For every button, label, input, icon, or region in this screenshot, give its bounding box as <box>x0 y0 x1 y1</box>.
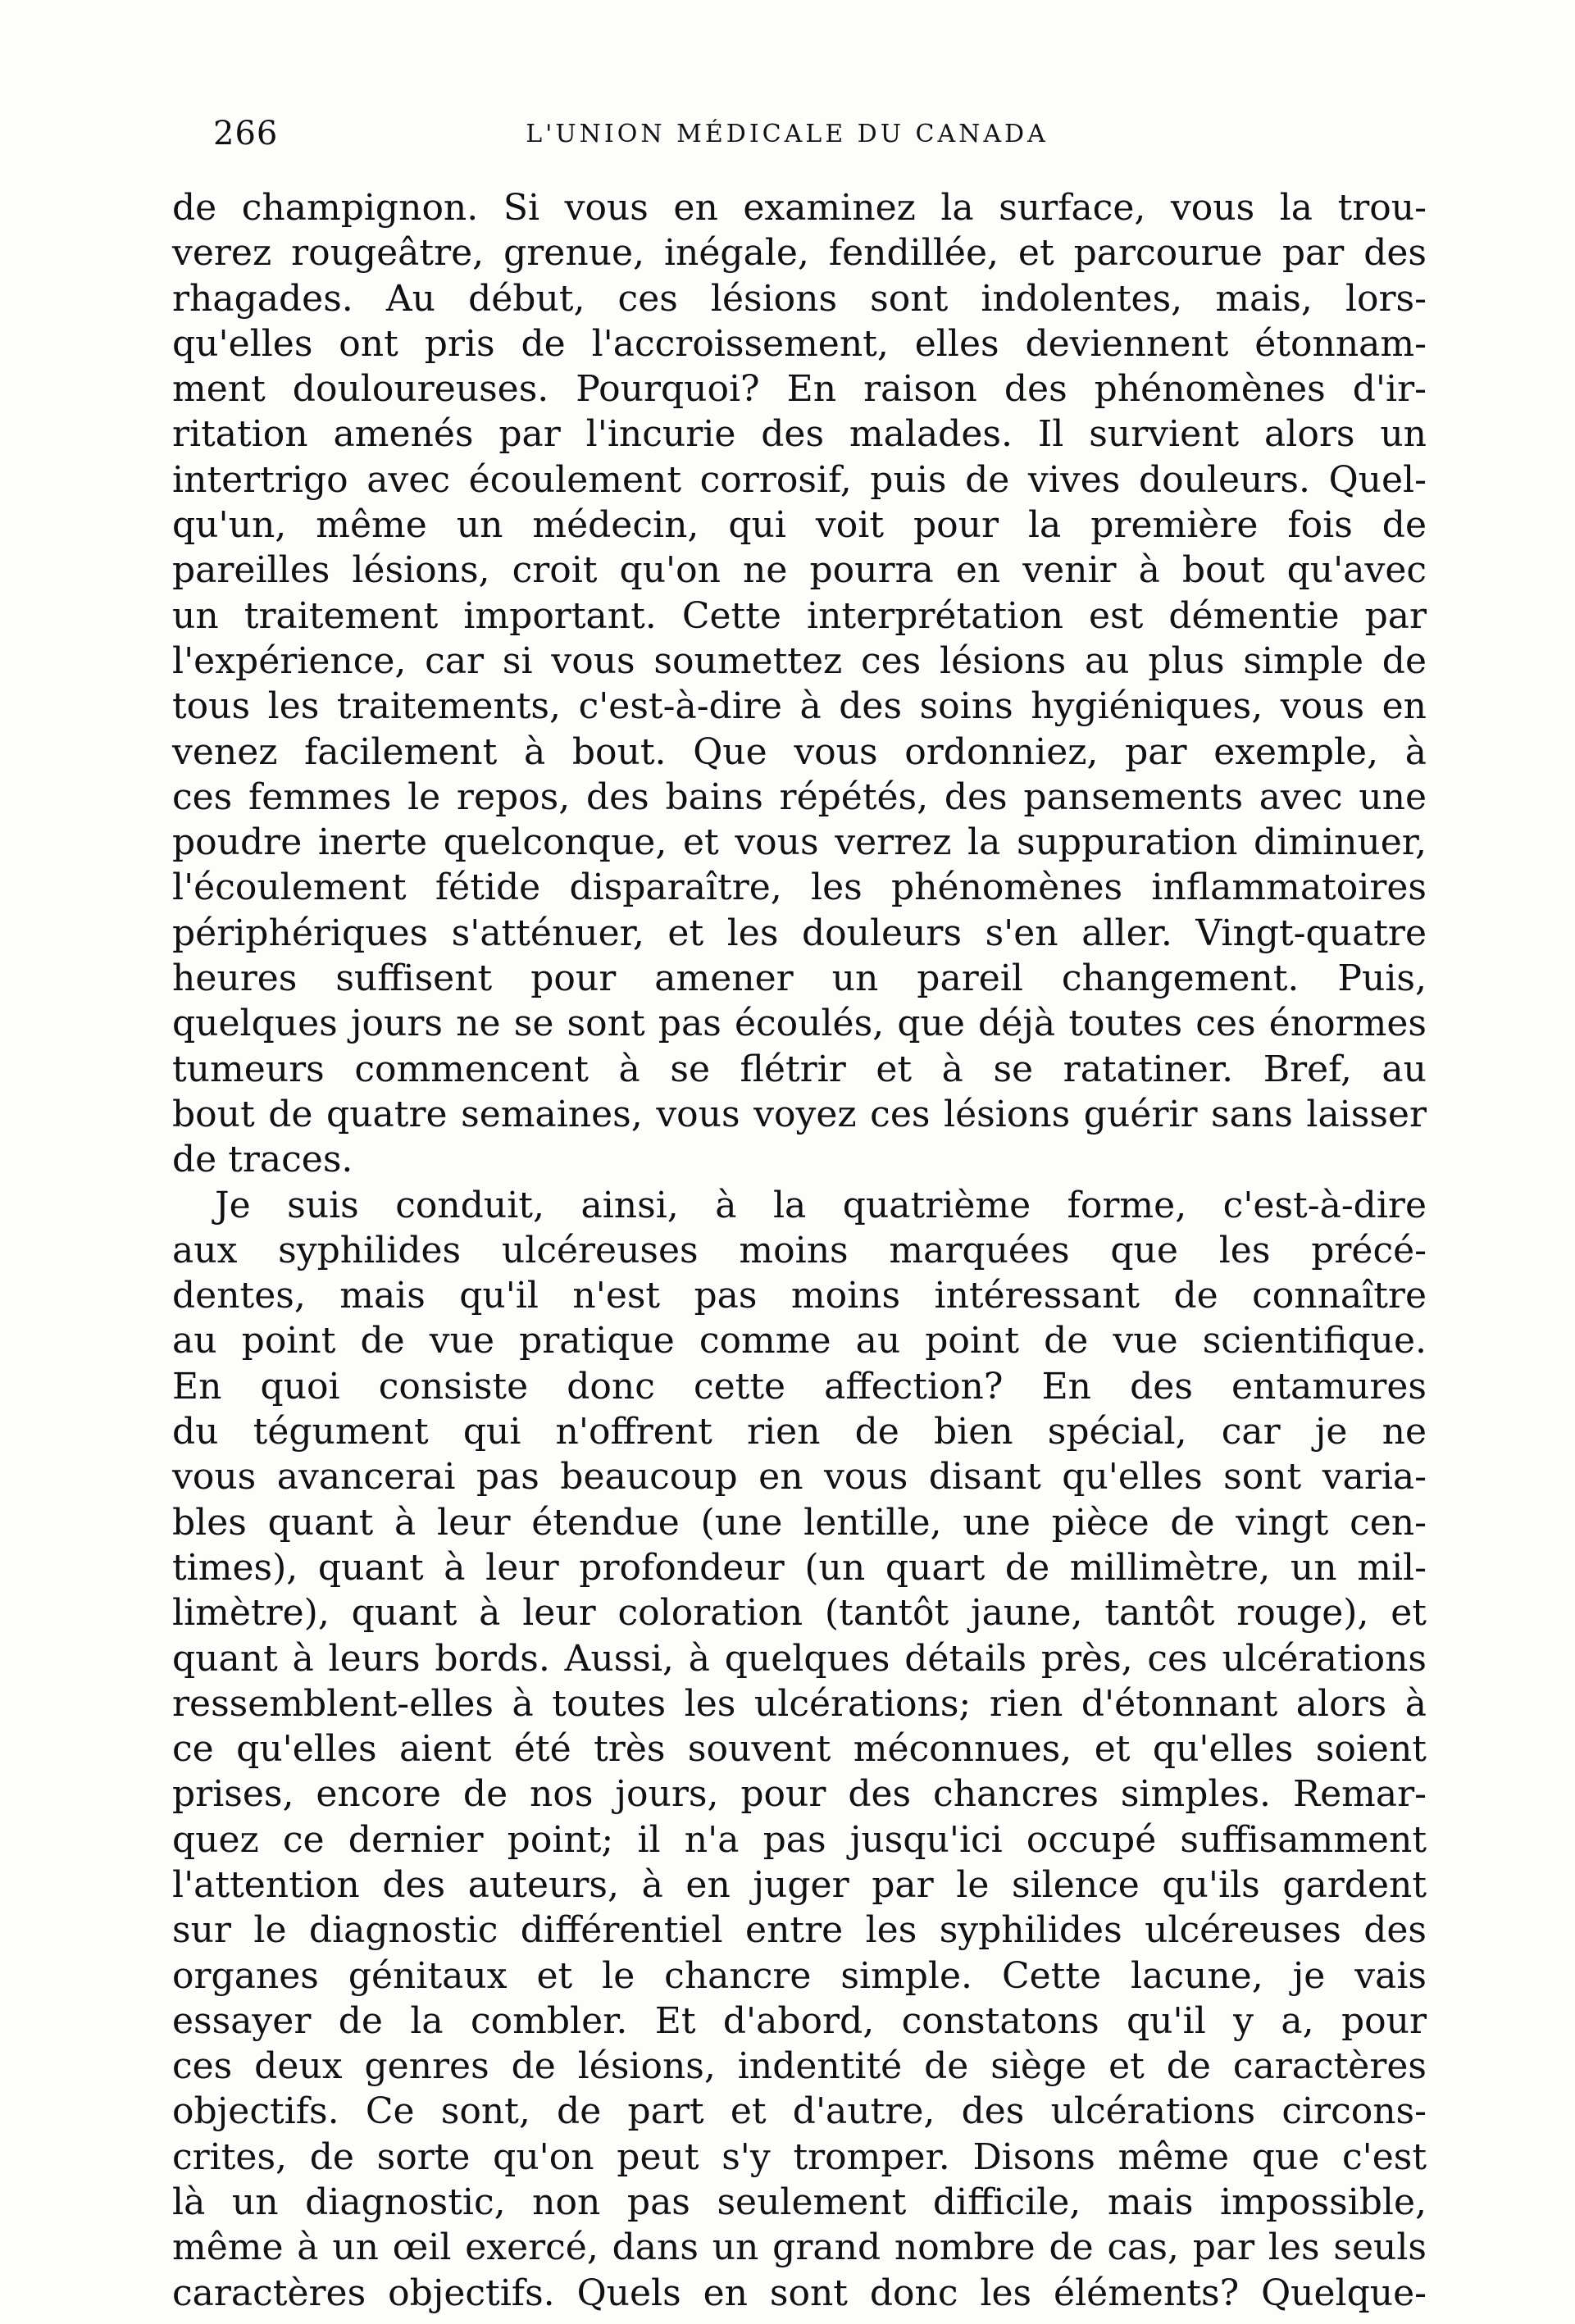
text-line: bles quant à leur étendue (une lentille, une pièce de vingt cen- <box>172 1501 1427 1544</box>
text-line: tous les traitements, c'est-à-dire à des soins hygiéniques, vous en <box>172 685 1427 728</box>
paragraph-start-line: Je suis conduit, ainsi, à la quatrième forme, c'est-à-dire <box>215 1184 1427 1226</box>
text-line: poudre inerte quelconque, et vous verrez la suppuration diminuer, <box>172 821 1427 864</box>
text-line: dentes, mais qu'il n'est pas moins intéressant de connaître <box>172 1275 1427 1317</box>
text-line: organes génitaux et le chancre simple. Cette lacune, je vais <box>172 1954 1427 1997</box>
text-line: vous avancerai pas beaucoup en vous disant qu'elles sont varia- <box>172 1456 1427 1499</box>
text-line: sur le diagnostic différentiel entre les syphilides ulcéreuses des <box>172 1909 1427 1952</box>
text-line: caractères objectifs. Quels en sont donc les éléments? Quelque- <box>172 2272 1427 2314</box>
page-header <box>148 115 1427 164</box>
text-line: ces femmes le repos, des bains répétés, des pansements avec une <box>172 775 1427 818</box>
text-line: intertrigo avec écoulement corrosif, puis de vives douleurs. Quel- <box>172 458 1427 501</box>
text-line: limètre), quant à leur coloration (tantôt jaune, tantôt rouge), et <box>172 1592 1427 1635</box>
text-line: times), quant à leur profondeur (un quart de millimètre, un mil- <box>172 1546 1427 1589</box>
text-line: objectifs. Ce sont, de part et d'autre, des ulcérations circons- <box>172 2090 1427 2133</box>
text-line: En quoi consiste donc cette affection? En des entamures <box>172 1365 1427 1408</box>
text-line: quant à leurs bords. Aussi, à quelques détails près, ces ulcérations <box>172 1637 1427 1680</box>
text-line: l'expérience, car si vous soumettez ces lésions au plus simple de <box>172 639 1427 682</box>
text-line: bout de quatre semaines, vous voyez ces lésions guérir sans laisser <box>172 1093 1427 1135</box>
text-line: l'écoulement fétide disparaître, les phénomènes inflammatoires <box>172 866 1427 909</box>
text-line: l'attention des auteurs, à en juger par le silence qu'ils gardent <box>172 1863 1427 1906</box>
text-line: un traitement important. Cette interprétation est démentie par <box>172 594 1427 637</box>
text-line: heures suffisent pour amener un pareil changement. Puis, <box>172 957 1427 1000</box>
text-line: ritation amenés par l'incurie des malades. Il survient alors un <box>172 413 1427 456</box>
text-line: ce qu'elles aient été très souvent méconnues, et qu'elles soient <box>172 1728 1427 1771</box>
text-line: crites, de sorte qu'on peut s'y tromper. Disons même que c'est <box>172 2135 1427 2178</box>
text-line: aux syphilides ulcéreuses moins marquées que les précé- <box>172 1229 1427 1271</box>
text-line: quez ce dernier point; il n'a pas jusqu'ici occupé suffisamment <box>172 1818 1427 1861</box>
text-line: pareilles lésions, croit qu'on ne pourra en venir à bout qu'avec <box>172 549 1427 592</box>
text-line: rhagades. Au début, ces lésions sont indolentes, mais, lors- <box>172 277 1427 320</box>
text-line: ces deux genres de lésions, indentité de siège et de caractères <box>172 2045 1427 2088</box>
text-line: du tégument qui n'offrent rien de bien spécial, car je ne <box>172 1411 1427 1453</box>
text-line: là un diagnostic, non pas seulement difficile, mais impossible, <box>172 2181 1427 2224</box>
text-line: tumeurs commencent à se flétrir et à se ratatiner. Bref, au <box>172 1048 1427 1090</box>
text-line: de champignon. Si vous en examinez la surface, vous la trou- <box>172 187 1427 229</box>
text-line: ment douloureuses. Pourquoi? En raison des phénomènes d'ir- <box>172 368 1427 411</box>
text-line: même à un œil exercé, dans un grand nombre de cas, par les seuls <box>172 2226 1427 2269</box>
paragraph-end-line: de traces. <box>172 1139 353 1181</box>
text-line: quelques jours ne se sont pas écoulés, que déjà toutes ces énormes <box>172 1003 1427 1045</box>
text-line: ressemblent-elles à toutes les ulcérations; rien d'étonnant alors à <box>172 1682 1427 1725</box>
text-line: prises, encore de nos jours, pour des chancres simples. Remar- <box>172 1773 1427 1816</box>
text-line: verez rougeâtre, grenue, inégale, fendillée, et parcourue par des <box>172 232 1427 275</box>
text-line: au point de vue pratique comme au point de vue scientifique. <box>172 1320 1427 1362</box>
text-line: qu'un, même un médecin, qui voit pour la première fois de <box>172 504 1427 547</box>
text-line: périphériques s'atténuer, et les douleurs s'en aller. Vingt-quatre <box>172 912 1427 954</box>
page-number: 266 <box>213 115 279 152</box>
text-line: qu'elles ont pris de l'accroissement, elles deviennent étonnam- <box>172 322 1427 365</box>
text-line: venez facilement à bout. Que vous ordonniez, par exemple, à <box>172 730 1427 773</box>
text-line: essayer de la combler. Et d'abord, constatons qu'il y a, pour <box>172 1999 1427 2042</box>
running-title: L'UNION MÉDICALE DU CANADA <box>526 120 1049 148</box>
body-text <box>172 185 1427 2316</box>
